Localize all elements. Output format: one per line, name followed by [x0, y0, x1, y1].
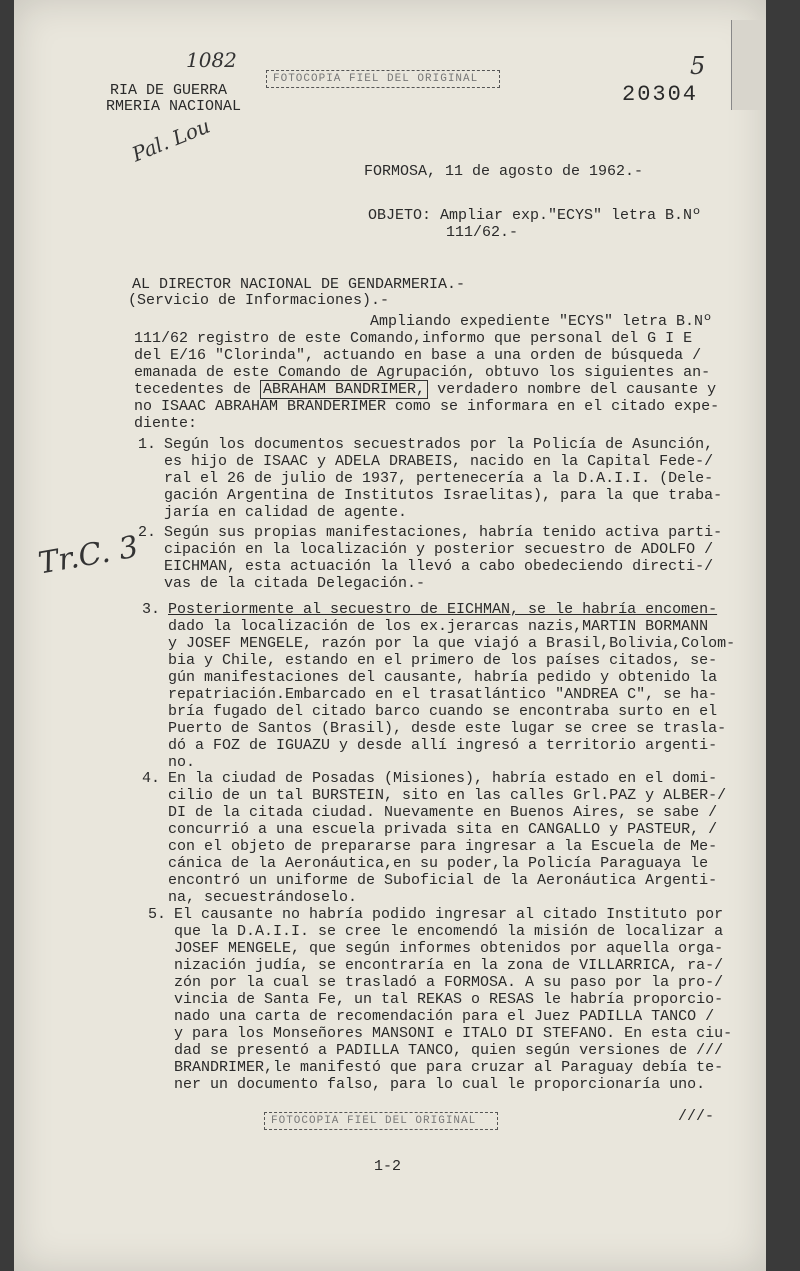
intro-line-2: 111/62 registro de este Comando,informo que personal del G I E: [134, 330, 693, 347]
intro-line-4: emanada de este Comando de Agrupación, obtuvo los siguientes an-: [134, 364, 711, 381]
item-1-line: gación Argentina de Institutos Israelitas), para la que traba-: [164, 487, 723, 504]
item-4-line: cilio de un tal BURSTEIN, sito en las calles Grl.PAZ y ALBER-/: [168, 787, 727, 804]
item-3-line: bría fugado del citado barco cuando se encontraba surto en el: [168, 703, 718, 720]
dateline: FORMOSA, 11 de agosto de 1962.-: [364, 163, 644, 180]
item-5-line: vincia de Santa Fe, un tal REKAS o RESAS le habría proporcio-: [174, 991, 724, 1008]
handwritten-number: 1082: [186, 48, 237, 72]
item-2-number: 2.: [138, 524, 157, 541]
intro-line-6: no ISAAC ABRAHAM BRANDERIMER como se informara en el citado expe-: [134, 398, 720, 415]
intro-line-5-end: verdadero nombre del causante y: [428, 381, 717, 398]
item-3-line: Posteriormente al secuestro de EICHMAN, se le habría encomen-: [168, 601, 718, 618]
continuation-mark: ///-: [678, 1108, 715, 1125]
item-4-line: En la ciudad de Posadas (Misiones), habría estado en el domi-: [168, 770, 718, 787]
document-page: [14, 0, 766, 1271]
corner-mark: 5: [690, 52, 706, 80]
subject-name-boxed: ABRAHAM BANDRIMER,: [260, 380, 428, 399]
item-4-line: con el objeto de prepararse para ingresar a la Escuela de Me-: [168, 838, 718, 855]
item-5-line: nado una carta de recomendación para el Juez PADILLA TANCO /: [174, 1008, 715, 1025]
item-4-line: cánica de la Aeronáutica,en su poder,la Policía Paraguaya le: [168, 855, 709, 872]
objeto-line-1: OBJETO: Ampliar exp."ECYS" letra B.Nº: [368, 207, 702, 224]
item-2-line: vas de la citada Delegación.-: [164, 575, 426, 592]
intro-line-5: [134, 381, 716, 398]
item-1-number: 1.: [138, 436, 157, 453]
item-3-line: no.: [168, 754, 196, 771]
item-5-line: zón por la cual se trasladó a FORMOSA. A su paso por la pro-/: [174, 974, 724, 991]
item-5-line: nización judía, se encontraría en la zona de VILLARRICA, ra-/: [174, 957, 724, 974]
item-3-line: bia y Chile, estando en el primero de los países citados, se-: [168, 652, 718, 669]
addressee-line-1: AL DIRECTOR NACIONAL DE GENDARMERIA.-: [132, 276, 466, 293]
addressee-line-2: (Servicio de Informaciones).-: [128, 292, 390, 309]
institution-line-2: RMERIA NACIONAL: [106, 98, 242, 115]
item-1-line: Según los documentos secuestrados por la Policía de Asunción,: [164, 436, 714, 453]
item-4-line: concurrió a una escuela privada sita en CANGALLO y PASTEUR, /: [168, 821, 718, 838]
item-3-line: y JOSEF MENGELE, razón por la que viajó a Brasil,Bolivia,Colom-: [168, 635, 736, 652]
item-3-line: gún manifestaciones del causante, habría pedido y obtenido la: [168, 669, 718, 686]
item-1-line: ral el 26 de julio de 1937, pertenecería a la D.A.I.I. (Dele-: [164, 470, 714, 487]
item-5-line: y para los Monseñores MANSONI e ITALO DI STEFANO. En esta ciu-: [174, 1025, 733, 1042]
item-4-line: encontró un uniforme de Suboficial de la Aeronáutica Argenti-: [168, 872, 718, 889]
intro-line-5-start: tecedentes de: [134, 381, 261, 398]
item-4-number: 4.: [142, 770, 161, 787]
objeto-line-2: 111/62.-: [446, 224, 519, 241]
page-number: 1-2: [374, 1158, 402, 1175]
item-1-line: es hijo de ISAAC y ADELA DRABEIS, nacido en la Capital Fede-/: [164, 453, 714, 470]
item-5-line: que la D.A.I.I. se cree le encomendó la misión de localizar a: [174, 923, 724, 940]
item-2-line: Según sus propias manifestaciones, habría tenido activa parti-: [164, 524, 723, 541]
handwritten-initials: Pal. Lou: [128, 113, 214, 167]
item-5-line: El causante no habría podido ingresar al citado Instituto por: [174, 906, 724, 923]
item-5-line: BRANDRIMER,le manifestó que para cruzar al Paraguay debía te-: [174, 1059, 724, 1076]
item-4-line: DI de la citada ciudad. Nuevamente en Buenos Aires, se sabe /: [168, 804, 718, 821]
item-2-line: EICHMAN, esta actuación la llevó a cabo obedeciendo directi-/: [164, 558, 714, 575]
item-1-line: jaría en calidad de agente.: [164, 504, 408, 521]
item-5-number: 5.: [148, 906, 167, 923]
item-2-line: cipación en la localización y posterior secuestro de ADOLFO /: [164, 541, 714, 558]
item-3-line: dado la localización de los ex.jerarcas nazis,MARTIN BORMANN: [168, 618, 709, 635]
intro-line-7: diente:: [134, 415, 198, 432]
certification-stamp-bottom: FOTOCOPIA FIEL DEL ORIGINAL: [264, 1112, 498, 1130]
item-5-line: dad se presentó a PADILLA TANCO, quien según versiones de ///: [174, 1042, 724, 1059]
intro-line-1: Ampliando expediente "ECYS" letra B.Nº: [370, 313, 713, 330]
institution-line-1: RIA DE GUERRA: [110, 82, 228, 99]
item-4-line: na, secuestrándoselo.: [168, 889, 358, 906]
file-number: 20304: [622, 82, 699, 107]
certification-stamp-top: FOTOCOPIA FIEL DEL ORIGINAL: [266, 70, 500, 88]
item-3-line: dó a FOZ de IGUAZU y desde allí ingresó a territorio argenti-: [168, 737, 718, 754]
intro-line-3: del E/16 "Clorinda", actuando en base a una orden de búsqueda /: [134, 347, 702, 364]
item-3-number: 3.: [142, 601, 161, 618]
item-3-line: repatriación.Embarcado en el trasatlántico "ANDREA C", se ha-: [168, 686, 718, 703]
item-5-line: ner un documento falso, para lo cual le proporcionaría uno.: [174, 1076, 706, 1093]
folder-tab: [731, 20, 766, 110]
item-5-line: JOSEF MENGELE, que según informes obtenidos por aquella orga-: [174, 940, 724, 957]
handwritten-margin-mark: Tr.C. 3: [35, 529, 141, 582]
item-3-line: Puerto de Santos (Brasil), desde este lugar se cree se trasla-: [168, 720, 727, 737]
